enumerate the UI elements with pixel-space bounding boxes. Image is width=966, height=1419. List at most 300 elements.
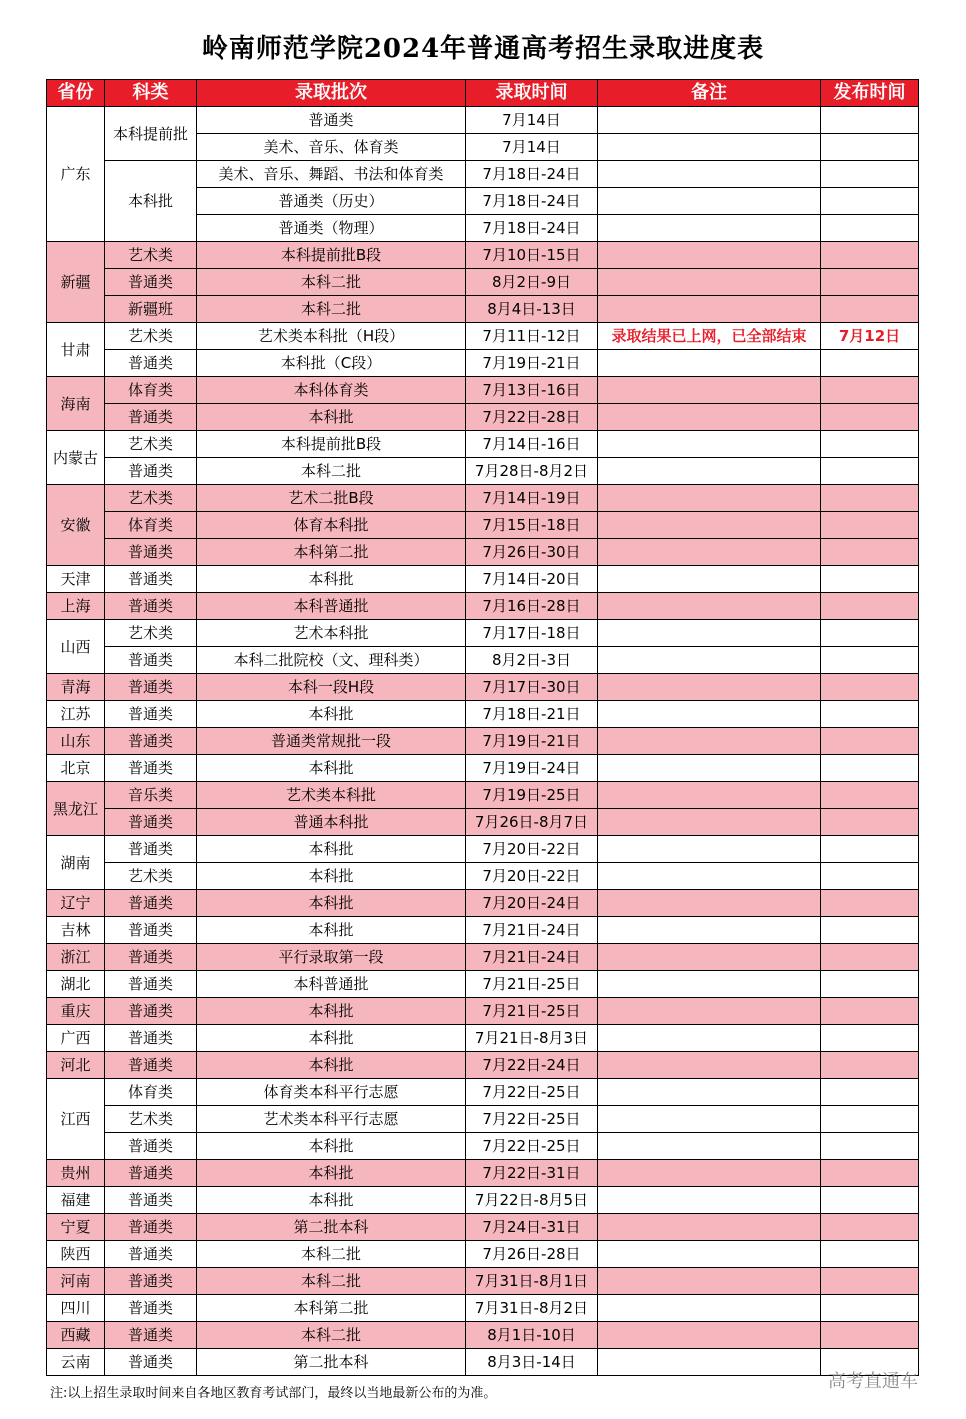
table-row [47,701,919,728]
table-row [47,1295,919,1322]
batch-cell: 本科批 [197,998,466,1025]
batch-cell: 艺术类本科批 [197,782,466,809]
remark-cell [598,809,821,836]
table-row [47,809,919,836]
publish-time-cell [821,836,919,863]
category-cell: 体育类 [105,1079,197,1106]
category-cell: 普通类 [105,1268,197,1295]
batch-cell: 本科批 [197,863,466,890]
time-cell: 7月21日-25日 [466,971,598,998]
batch-cell: 本科批（C段） [197,350,466,377]
table-row [47,593,919,620]
category-cell: 普通类 [105,1133,197,1160]
category-cell: 普通类 [105,1160,197,1187]
batch-cell: 本科批 [197,1187,466,1214]
remark-cell [598,701,821,728]
category-cell: 普通类 [105,674,197,701]
time-cell: 7月26日-8月7日 [466,809,598,836]
publish-time-cell [821,944,919,971]
table-row [47,1025,919,1052]
province-cell: 福建 [47,1187,105,1214]
category-cell: 普通类 [105,1295,197,1322]
time-cell: 7月10日-15日 [466,242,598,269]
category-cell: 体育类 [105,377,197,404]
remark-cell [598,215,821,242]
category-cell: 普通类 [105,1187,197,1214]
category-cell: 普通类 [105,647,197,674]
time-cell: 7月22日-31日 [466,1160,598,1187]
publish-time-cell [821,1133,919,1160]
remark-cell [598,377,821,404]
category-cell: 普通类 [105,809,197,836]
table-row [47,1268,919,1295]
publish-time-cell [821,701,919,728]
time-cell: 8月2日-9日 [466,269,598,296]
time-cell: 7月22日-25日 [466,1133,598,1160]
batch-cell: 本科二批 [197,458,466,485]
publish-time-cell [821,755,919,782]
time-cell: 7月22日-28日 [466,404,598,431]
table-row [47,566,919,593]
table-row [47,350,919,377]
table-row [47,917,919,944]
publish-time-cell [821,620,919,647]
remark-cell: 录取结果已上网，已全部结束 [598,323,821,350]
remark-cell [598,350,821,377]
time-cell: 8月4日-13日 [466,296,598,323]
time-cell: 7月19日-25日 [466,782,598,809]
time-cell: 7月14日-20日 [466,566,598,593]
batch-cell: 本科提前批B段 [197,242,466,269]
province-cell: 河南 [47,1268,105,1295]
batch-cell: 普通类（物理） [197,215,466,242]
batch-cell: 本科批 [197,917,466,944]
publish-time-cell [821,647,919,674]
publish-time-cell [821,377,919,404]
table-row [47,1052,919,1079]
time-cell: 7月14日-16日 [466,431,598,458]
time-cell: 7月17日-30日 [466,674,598,701]
time-cell: 7月16日-28日 [466,593,598,620]
province-cell: 贵州 [47,1160,105,1187]
table-row [47,1106,919,1133]
time-cell: 7月21日-24日 [466,944,598,971]
header-publish-time: 发布时间 [821,80,919,107]
category-cell: 音乐类 [105,782,197,809]
province-cell: 江西 [47,1079,105,1160]
remark-cell [598,1241,821,1268]
table-row [47,431,919,458]
publish-time-cell [821,1322,919,1349]
remark-cell [598,512,821,539]
remark-cell [598,971,821,998]
time-cell: 7月19日-21日 [466,350,598,377]
batch-cell: 本科体育类 [197,377,466,404]
province-cell: 青海 [47,674,105,701]
category-cell: 本科批 [105,161,197,242]
batch-cell: 第二批本科 [197,1349,466,1376]
batch-cell: 本科批 [197,404,466,431]
province-cell: 广西 [47,1025,105,1052]
time-cell: 8月1日-10日 [466,1322,598,1349]
province-cell: 吉林 [47,917,105,944]
province-cell: 安徽 [47,485,105,566]
category-cell: 普通类 [105,701,197,728]
table-row [47,1160,919,1187]
time-cell: 8月2日-3日 [466,647,598,674]
publish-time-cell [821,431,919,458]
category-cell: 体育类 [105,512,197,539]
province-cell: 江苏 [47,701,105,728]
table-body [47,107,919,1376]
category-cell: 艺术类 [105,863,197,890]
table-row [47,674,919,701]
publish-time-cell [821,161,919,188]
remark-cell [598,755,821,782]
publish-time-cell [821,728,919,755]
category-cell: 普通类 [105,1349,197,1376]
category-cell: 普通类 [105,593,197,620]
watermark: 高考直通车 [828,1371,918,1392]
category-cell: 普通类 [105,836,197,863]
time-cell: 7月20日-24日 [466,890,598,917]
category-cell: 普通类 [105,890,197,917]
batch-cell: 本科一段H段 [197,674,466,701]
remark-cell [598,242,821,269]
publish-time-cell [821,593,919,620]
time-cell: 8月3日-14日 [466,1349,598,1376]
remark-cell [598,728,821,755]
publish-time-cell [821,1106,919,1133]
batch-cell: 普通本科批 [197,809,466,836]
publish-time-cell [821,242,919,269]
publish-time-cell [821,215,919,242]
batch-cell: 艺术类本科批（H段） [197,323,466,350]
province-cell: 宁夏 [47,1214,105,1241]
batch-cell: 艺术类本科平行志愿 [197,1106,466,1133]
publish-time-cell [821,107,919,134]
table-row [47,539,919,566]
page-title: 岭南师范学院2024年普通高考招生录取进度表 [201,34,765,64]
time-cell: 7月31日-8月1日 [466,1268,598,1295]
province-cell: 内蒙古 [47,431,105,485]
batch-cell: 本科批 [197,1052,466,1079]
publish-time-cell [821,269,919,296]
table-row [47,107,919,134]
category-cell: 艺术类 [105,323,197,350]
table-header-row [47,80,919,107]
time-cell: 7月31日-8月2日 [466,1295,598,1322]
publish-time-cell [821,782,919,809]
remark-cell [598,1322,821,1349]
category-cell: 普通类 [105,539,197,566]
table-row [47,998,919,1025]
batch-cell: 本科普通批 [197,593,466,620]
batch-cell: 本科二批 [197,1322,466,1349]
table-row [47,647,919,674]
province-cell: 辽宁 [47,890,105,917]
category-cell: 新疆班 [105,296,197,323]
table-row [47,404,919,431]
table-row [47,1349,919,1376]
remark-cell [598,1079,821,1106]
table-row [47,485,919,512]
time-cell: 7月18日-24日 [466,161,598,188]
category-cell: 普通类 [105,566,197,593]
remark-cell [598,917,821,944]
remark-cell [598,1160,821,1187]
province-cell: 海南 [47,377,105,431]
batch-cell: 本科批 [197,701,466,728]
batch-cell: 本科二批 [197,1268,466,1295]
header-category: 科类 [105,80,197,107]
header-time: 录取时间 [466,80,598,107]
publish-time-cell [821,296,919,323]
batch-cell: 艺术二批B段 [197,485,466,512]
remark-cell [598,1295,821,1322]
table-row [47,161,919,188]
time-cell: 7月28日-8月2日 [466,458,598,485]
category-cell: 普通类 [105,1241,197,1268]
batch-cell: 本科批 [197,890,466,917]
time-cell: 7月22日-25日 [466,1106,598,1133]
province-cell: 山东 [47,728,105,755]
batch-cell: 体育本科批 [197,512,466,539]
publish-time-cell [821,458,919,485]
remark-cell [598,161,821,188]
province-cell: 北京 [47,755,105,782]
header-batch: 录取批次 [197,80,466,107]
table-row [47,890,919,917]
publish-time-cell [821,1241,919,1268]
province-cell: 新疆 [47,242,105,323]
province-cell: 广东 [47,107,105,242]
time-cell: 7月22日-24日 [466,1052,598,1079]
header-province: 省份 [47,80,105,107]
remark-cell [598,620,821,647]
category-cell: 普通类 [105,728,197,755]
table-row [47,296,919,323]
batch-cell: 普通类常规批一段 [197,728,466,755]
publish-time-cell [821,1268,919,1295]
province-cell: 黑龙江 [47,782,105,836]
batch-cell: 本科批 [197,566,466,593]
table-row [47,620,919,647]
table-row [47,1214,919,1241]
batch-cell: 本科批 [197,836,466,863]
province-cell: 天津 [47,566,105,593]
time-cell: 7月21日-25日 [466,998,598,1025]
remark-cell [598,1025,821,1052]
remark-cell [598,296,821,323]
batch-cell: 本科提前批B段 [197,431,466,458]
category-cell: 艺术类 [105,485,197,512]
table-row [47,1187,919,1214]
batch-cell: 第二批本科 [197,1214,466,1241]
remark-cell [598,890,821,917]
remark-cell [598,1214,821,1241]
table-row [47,1322,919,1349]
publish-time-cell [821,350,919,377]
remark-cell [598,674,821,701]
remark-cell [598,1187,821,1214]
province-cell: 西藏 [47,1322,105,1349]
remark-cell [598,1133,821,1160]
category-cell: 普通类 [105,998,197,1025]
batch-cell: 本科二批院校（文、理科类） [197,647,466,674]
publish-time-cell [821,998,919,1025]
category-cell: 艺术类 [105,242,197,269]
admission-progress-table [46,79,919,1376]
batch-cell: 本科批 [197,1160,466,1187]
publish-time-cell [821,512,919,539]
publish-time-cell [821,134,919,161]
remark-cell [598,188,821,215]
remark-cell [598,107,821,134]
province-cell: 上海 [47,593,105,620]
time-cell: 7月18日-24日 [466,215,598,242]
remark-cell [598,944,821,971]
province-cell: 浙江 [47,944,105,971]
time-cell: 7月14日 [466,107,598,134]
batch-cell: 本科批 [197,1025,466,1052]
time-cell: 7月24日-31日 [466,1214,598,1241]
time-cell: 7月20日-22日 [466,863,598,890]
publish-time-cell [821,188,919,215]
time-cell: 7月20日-22日 [466,836,598,863]
province-cell: 甘肃 [47,323,105,377]
table-row [47,1079,919,1106]
time-cell: 7月26日-28日 [466,1241,598,1268]
time-cell: 7月22日-8月5日 [466,1187,598,1214]
table-row [47,1133,919,1160]
category-cell: 本科提前批 [105,107,197,161]
time-cell: 7月26日-30日 [466,539,598,566]
time-cell: 7月13日-16日 [466,377,598,404]
province-cell: 重庆 [47,998,105,1025]
category-cell: 普通类 [105,1214,197,1241]
batch-cell: 本科二批 [197,269,466,296]
table-row [47,971,919,998]
batch-cell: 本科普通批 [197,971,466,998]
remark-cell [598,404,821,431]
batch-cell: 平行录取第一段 [197,944,466,971]
category-cell: 普通类 [105,269,197,296]
table-row [47,1241,919,1268]
batch-cell: 本科二批 [197,296,466,323]
table-row [47,728,919,755]
batch-cell: 美术、音乐、体育类 [197,134,466,161]
publish-time-cell [821,674,919,701]
province-cell: 四川 [47,1295,105,1322]
remark-cell [598,1268,821,1295]
remark-cell [598,1349,821,1376]
time-cell: 7月14日 [466,134,598,161]
category-cell: 普通类 [105,458,197,485]
remark-cell [598,647,821,674]
publish-time-cell: 7月12日 [821,323,919,350]
category-cell: 普通类 [105,1322,197,1349]
time-cell: 7月15日-18日 [466,512,598,539]
batch-cell: 美术、音乐、舞蹈、书法和体育类 [197,161,466,188]
remark-cell [598,458,821,485]
publish-time-cell [821,1214,919,1241]
remark-cell [598,836,821,863]
remark-cell [598,1052,821,1079]
province-cell: 湖南 [47,836,105,890]
remark-cell [598,134,821,161]
table-row [47,323,919,350]
publish-time-cell [821,1052,919,1079]
publish-time-cell [821,890,919,917]
publish-time-cell [821,1079,919,1106]
publish-time-cell [821,566,919,593]
publish-time-cell [821,917,919,944]
province-cell: 河北 [47,1052,105,1079]
category-cell: 艺术类 [105,1106,197,1133]
province-cell: 陕西 [47,1241,105,1268]
publish-time-cell [821,485,919,512]
publish-time-cell [821,863,919,890]
category-cell: 普通类 [105,971,197,998]
publish-time-cell [821,1295,919,1322]
batch-cell: 本科二批 [197,1241,466,1268]
publish-time-cell [821,809,919,836]
province-cell: 湖北 [47,971,105,998]
category-cell: 普通类 [105,350,197,377]
time-cell: 7月19日-24日 [466,755,598,782]
province-cell: 云南 [47,1349,105,1376]
publish-time-cell [821,539,919,566]
table-row [47,377,919,404]
remark-cell [598,539,821,566]
table-row [47,863,919,890]
table-row [47,458,919,485]
batch-cell: 本科批 [197,1133,466,1160]
category-cell: 普通类 [105,755,197,782]
table-row [47,944,919,971]
remark-cell [598,593,821,620]
batch-cell: 普通类 [197,107,466,134]
publish-time-cell [821,1025,919,1052]
table-row [47,242,919,269]
table-row [47,755,919,782]
time-cell: 7月19日-21日 [466,728,598,755]
publish-time-cell [821,404,919,431]
category-cell: 普通类 [105,404,197,431]
table-row [47,836,919,863]
remark-cell [598,863,821,890]
remark-cell [598,566,821,593]
table-row [47,269,919,296]
category-cell: 艺术类 [105,620,197,647]
category-cell: 普通类 [105,917,197,944]
publish-time-cell [821,1187,919,1214]
time-cell: 7月17日-18日 [466,620,598,647]
remark-cell [598,431,821,458]
time-cell: 7月18日-21日 [466,701,598,728]
batch-cell: 本科第二批 [197,1295,466,1322]
time-cell: 7月21日-24日 [466,917,598,944]
remark-cell [598,782,821,809]
footnote: 注:以上招生录取时间来自各地区教育考试部门，最终以当地最新公布的为准。 [50,1386,497,1401]
batch-cell: 本科第二批 [197,539,466,566]
category-cell: 普通类 [105,1052,197,1079]
category-cell: 艺术类 [105,431,197,458]
batch-cell: 体育类本科平行志愿 [197,1079,466,1106]
category-cell: 普通类 [105,1025,197,1052]
time-cell: 7月22日-25日 [466,1079,598,1106]
